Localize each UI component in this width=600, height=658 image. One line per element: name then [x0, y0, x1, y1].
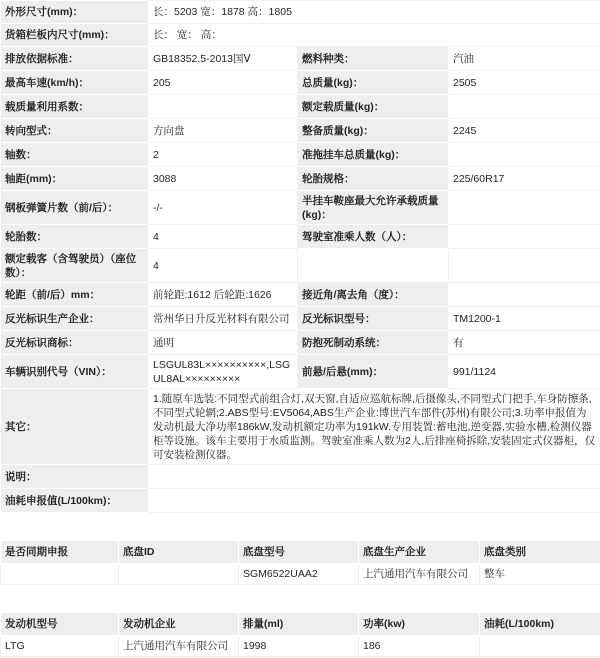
- max-speed-label: 最高车速(km/h)：: [1, 71, 149, 95]
- max-speed-value: 205: [149, 71, 298, 95]
- spec-row: [1, 71, 600, 95]
- abs-value: 有: [449, 331, 600, 355]
- tire-count-value: 4: [149, 225, 298, 249]
- table-cell: 186: [359, 636, 480, 657]
- wheelbase-value: 3088: [149, 167, 298, 191]
- spec-row: [1, 249, 600, 283]
- track-width-label: 轮距（前/后）mm：: [1, 283, 149, 307]
- leaf-spring-value: -/-: [149, 191, 298, 225]
- spec-row: [1, 95, 600, 119]
- column-header: 底盘类别: [480, 541, 600, 564]
- spec-row: [1, 167, 600, 191]
- table-cell: [119, 564, 239, 585]
- load-factor-label: 载质量利用系数：: [1, 95, 149, 119]
- reflector-model-label: 反光标识型号：: [298, 307, 449, 331]
- dimensions-value: 长：5203 宽：1878 高：1805: [149, 1, 600, 24]
- cab-seats-label: 驾驶室准乘人数（人）：: [298, 225, 449, 249]
- overhang-label: 前悬/后悬(mm)：: [298, 355, 449, 389]
- table-cell: SGM6522UAA2: [239, 564, 359, 585]
- cargo-box-label: 货箱栏板内尺寸(mm)：: [1, 24, 149, 47]
- column-header: 功率(kw): [359, 613, 480, 636]
- saddle-load-label: 半挂车鞍座最大允许承载质量(kg)：: [298, 191, 449, 225]
- spec-row: [1, 47, 600, 71]
- spec-row: [1, 489, 600, 513]
- table-cell: [1, 564, 119, 585]
- wheelbase-label: 轴距(mm)：: [1, 167, 149, 191]
- fuel-consumption-label: 油耗申报值(L/100km)：: [1, 489, 149, 513]
- emission-standard-label: 排放依据标准：: [1, 47, 149, 71]
- reflector-brand-label: 反光标识商标：: [1, 331, 149, 355]
- steering-value: 方向盘: [149, 119, 298, 143]
- engine-table: [0, 612, 600, 657]
- spec-row: [1, 331, 600, 355]
- passenger-capacity-value: 4: [149, 249, 298, 283]
- empty-cell: [298, 249, 449, 283]
- table-cell: 1998: [239, 636, 359, 657]
- fuel-type-value: 汽油: [449, 47, 600, 71]
- column-header: 底盘型号: [239, 541, 359, 564]
- column-header: 排量(ml): [239, 613, 359, 636]
- reflector-maker-label: 反光标识生产企业：: [1, 307, 149, 331]
- empty-cell: [449, 249, 600, 283]
- column-header: 底盘生产企业: [359, 541, 480, 564]
- table-header-row: [1, 541, 600, 564]
- tire-spec-value: 225/60R17: [449, 167, 600, 191]
- gross-mass-value: 2505: [449, 71, 600, 95]
- remark-value: [149, 465, 600, 489]
- overhang-value: 991/1124: [449, 355, 600, 389]
- fuel-type-label: 燃料种类：: [298, 47, 449, 71]
- spec-row: [1, 355, 600, 389]
- steering-label: 转向型式：: [1, 119, 149, 143]
- table-cell: [480, 636, 600, 657]
- column-header: 油耗(L/100km): [480, 613, 600, 636]
- rated-load-value: [449, 95, 600, 119]
- track-width-value: 前轮距:1612 后轮距:1626: [149, 283, 298, 307]
- tire-count-label: 轮胎数：: [1, 225, 149, 249]
- spec-row: [1, 465, 600, 489]
- load-factor-value: [149, 95, 298, 119]
- vin-value: LSGUL83L××××××××××,LSGUL8AL×××××××××: [149, 355, 298, 389]
- reflector-brand-value: 通明: [149, 331, 298, 355]
- spec-row: [1, 119, 600, 143]
- curb-mass-value: 2245: [449, 119, 600, 143]
- trailer-mass-value: [449, 143, 600, 167]
- rated-load-label: 额定载质量(kg)：: [298, 95, 449, 119]
- spec-row: [1, 389, 600, 465]
- spec-row: [1, 225, 600, 249]
- cargo-box-value: 长： 宽： 高：: [149, 24, 600, 47]
- saddle-load-value: [449, 191, 600, 225]
- other-label: 其它：: [1, 389, 149, 465]
- dimensions-label: 外形尺寸(mm)：: [1, 1, 149, 24]
- curb-mass-label: 整备质量(kg)：: [298, 119, 449, 143]
- gross-mass-label: 总质量(kg)：: [298, 71, 449, 95]
- cab-seats-value: [449, 225, 600, 249]
- remark-label: 说明：: [1, 465, 149, 489]
- reflector-maker-value: 常州华日升反光材料有限公司: [149, 307, 298, 331]
- axle-count-label: 轴数：: [1, 143, 149, 167]
- chassis-table: [0, 540, 600, 585]
- table-cell: 上汽通用汽车有限公司: [359, 564, 480, 585]
- other-value: 1.随原车选装:不同型式前组合灯,双天窗,自适应巡航标牌,后摄像头,不同型式门把手,车身防擦条,不同型式轮辋;2.ABS型号:EV5064,ABS生产企业:博世汽车部件(苏州)有限公司;3.功率申报值为发动机最大净功率186kW,发动机额定功率为191kW.专用装置:蓄电池,逆变器,实验水槽,检测仪器柜等设施。该车主要用于水质监测。驾驶室准乘人数为2人,后排座椅拆除,安装固定式仪器柜，仅可安装检测仪器。: [149, 389, 600, 465]
- column-header: 发动机企业: [119, 613, 239, 636]
- spec-row: [1, 1, 600, 24]
- abs-label: 防抱死制动系统：: [298, 331, 449, 355]
- column-header: 是否同期申报: [1, 541, 119, 564]
- table-cell: 整车: [480, 564, 600, 585]
- reflector-model-value: TM1200-1: [449, 307, 600, 331]
- spec-row: [1, 143, 600, 167]
- table-row: [1, 636, 600, 657]
- table-cell: LTG: [1, 636, 119, 657]
- table-row: [1, 564, 600, 585]
- spec-row: [1, 283, 600, 307]
- table-header-row: [1, 613, 600, 636]
- approach-angle-label: 接近角/离去角（度）：: [298, 283, 449, 307]
- tire-spec-label: 轮胎规格：: [298, 167, 449, 191]
- column-header: 发动机型号: [1, 613, 119, 636]
- vin-label: 车辆识别代号（VIN）：: [1, 355, 149, 389]
- passenger-capacity-label: 额定载客（含驾驶员）（座位数）：: [1, 249, 149, 283]
- spec-row: [1, 307, 600, 331]
- spec-row: [1, 24, 600, 47]
- leaf-spring-label: 钢板弹簧片数（前/后）：: [1, 191, 149, 225]
- emission-standard-value: GB18352.5-2013国Ⅴ: [149, 47, 298, 71]
- fuel-consumption-value: [149, 489, 600, 513]
- approach-angle-value: [449, 283, 600, 307]
- table-cell: 上汽通用汽车有限公司: [119, 636, 239, 657]
- trailer-mass-label: 准拖挂车总质量(kg)：: [298, 143, 449, 167]
- axle-count-value: 2: [149, 143, 298, 167]
- column-header: 底盘ID: [119, 541, 239, 564]
- spec-row: [1, 191, 600, 225]
